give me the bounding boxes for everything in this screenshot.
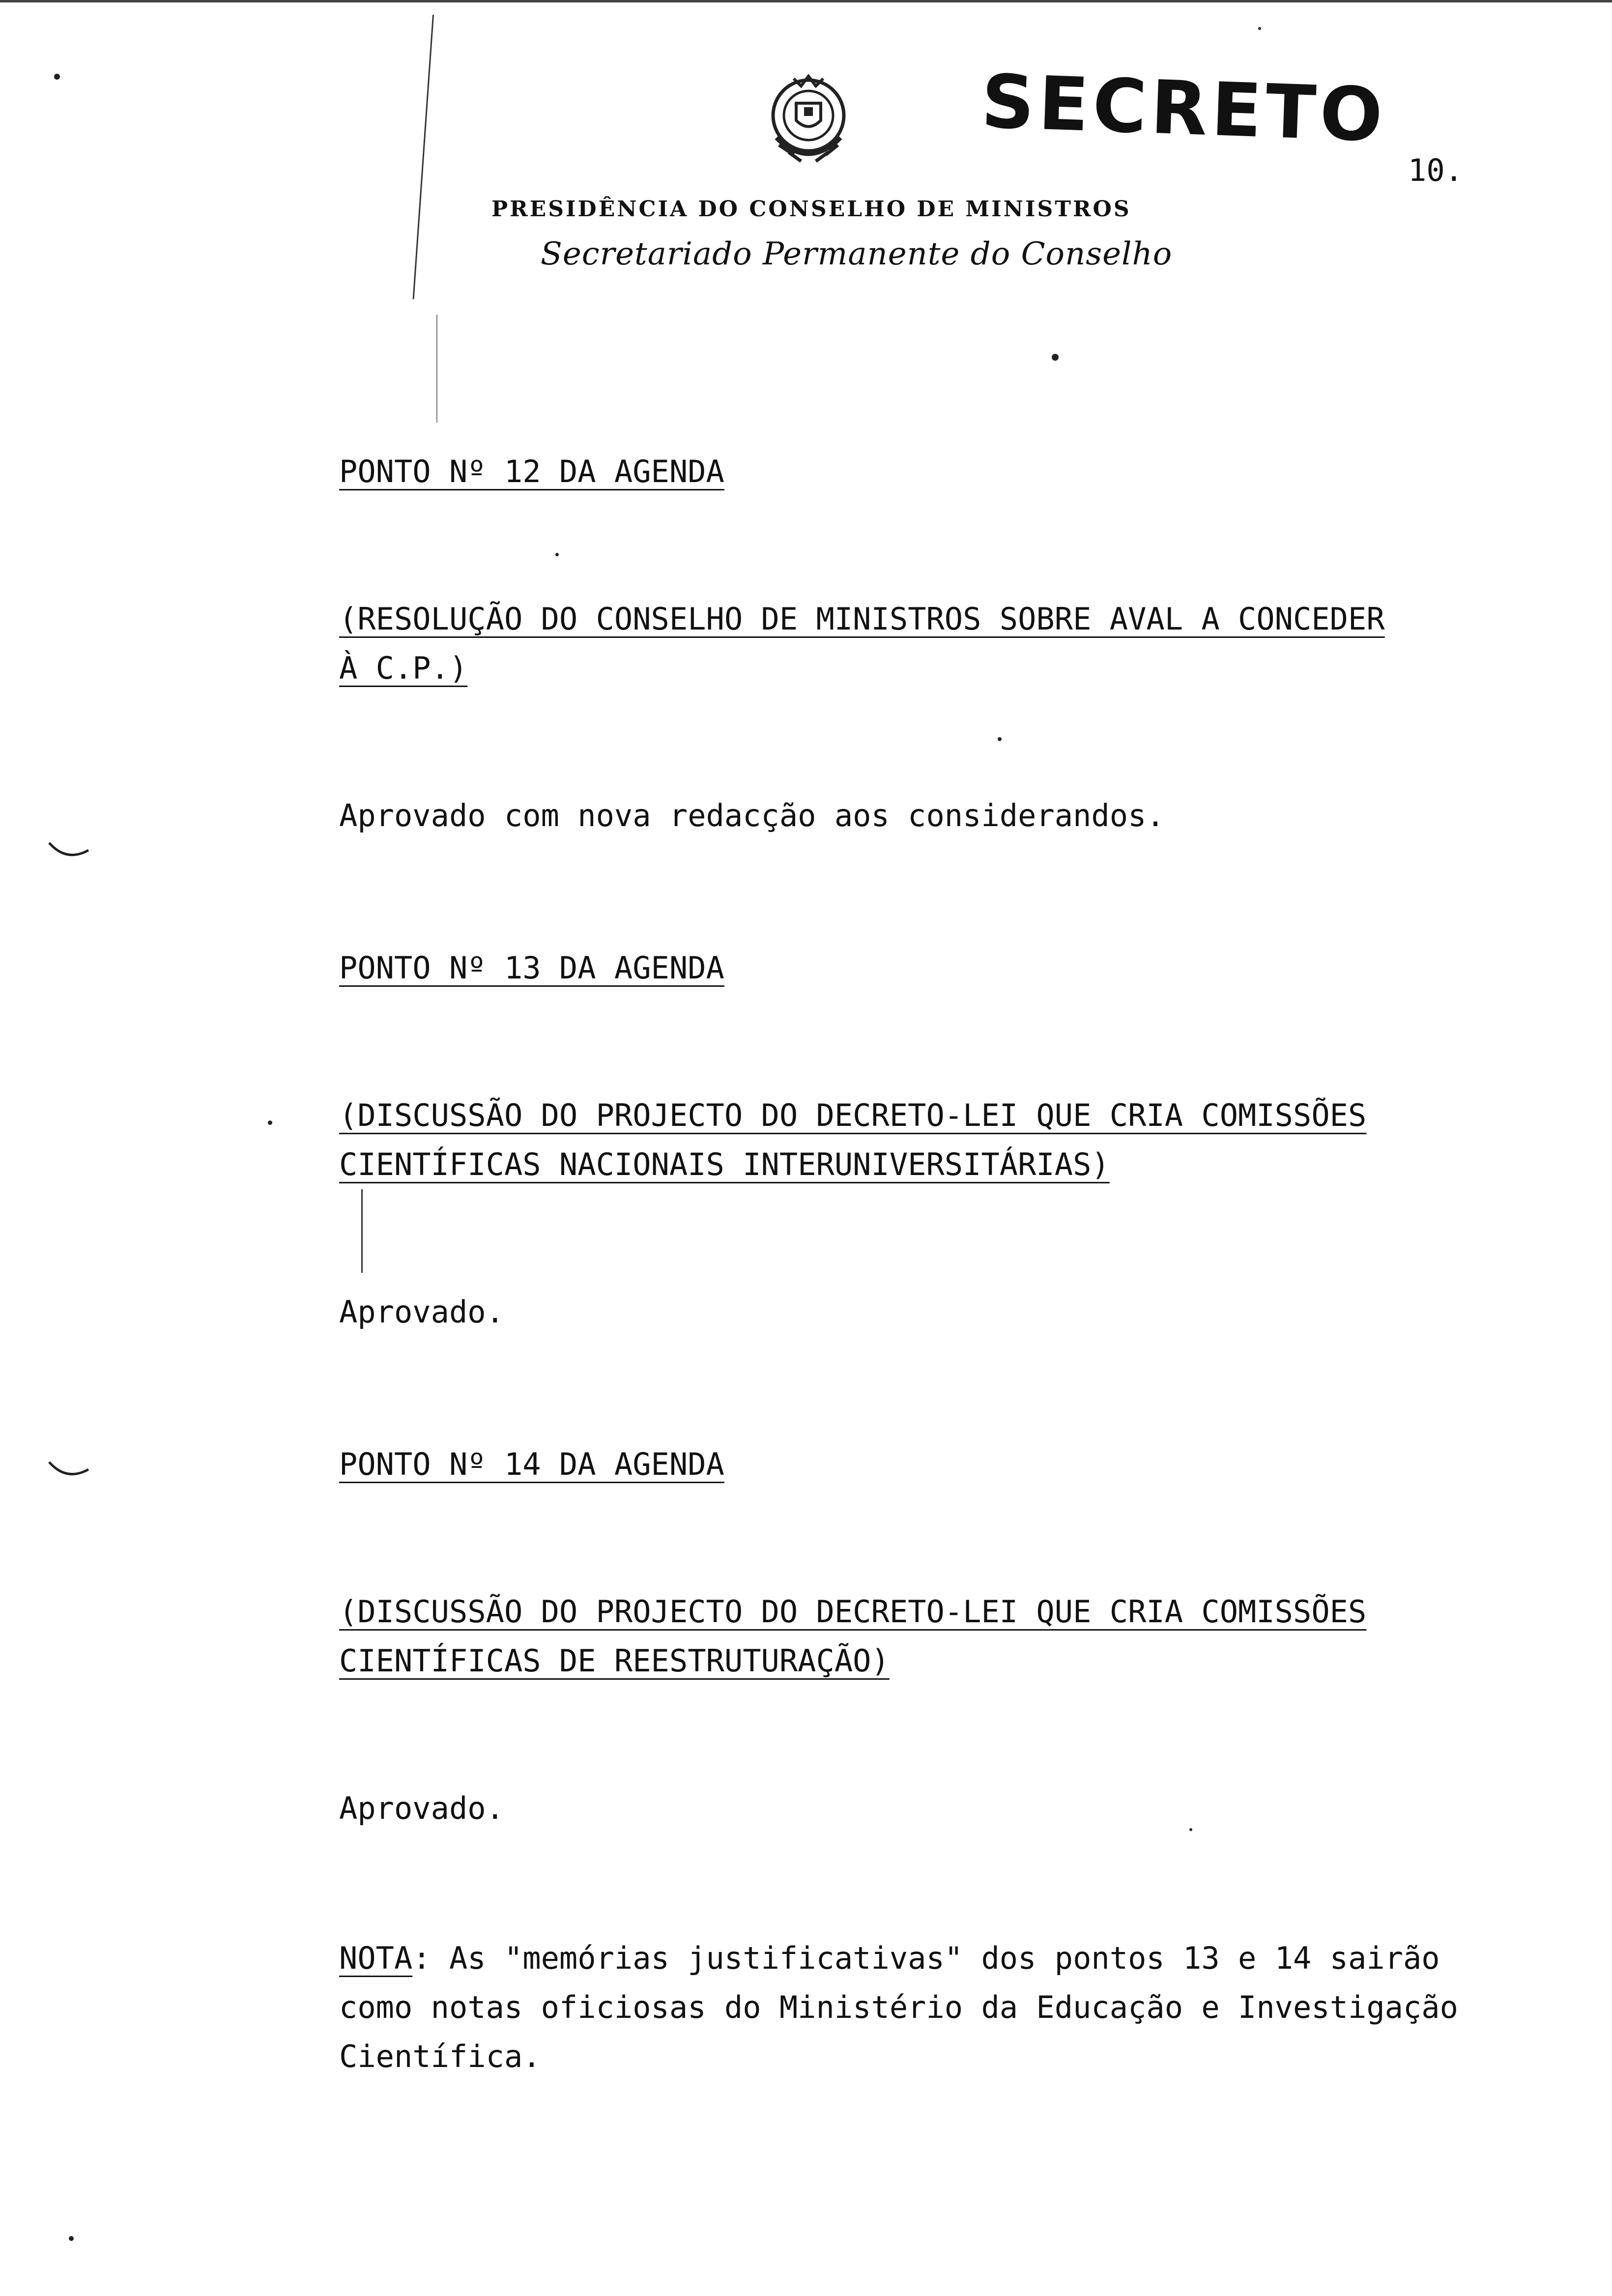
scan-speck	[1189, 1828, 1192, 1831]
margin-line	[413, 15, 434, 299]
item-subject-line: (RESOLUÇÃO DO CONSELHO DE MINISTROS SOBRE AVAL A CONCEDER	[339, 601, 1385, 637]
item-decision: Aprovado.	[339, 1294, 504, 1330]
coat-of-arms-seal-icon	[752, 64, 865, 177]
note-text: : As "memórias justificativas" dos pontos 13 e 14 sairão	[412, 1940, 1440, 1976]
note-line: Científica.	[339, 2038, 541, 2074]
punch-hole-mark	[47, 1455, 91, 1484]
classification-stamp: SECRETO	[979, 59, 1388, 159]
item-subject-line: (DISCUSSÃO DO PROJECTO DO DECRETO-LEI QUE CRIA COMISSÕES	[339, 1594, 1367, 1630]
page-number: 10.	[1408, 152, 1463, 188]
scan-speck	[1052, 354, 1059, 361]
item-heading: PONTO Nº 14 DA AGENDA	[339, 1446, 724, 1482]
item-subject-line: CIENTÍFICAS NACIONAIS INTERUNIVERSITÁRIAS)	[339, 1147, 1110, 1182]
scan-speck	[1258, 27, 1261, 30]
note-line	[339, 1934, 1440, 1983]
scan-speck	[54, 74, 60, 80]
item-subject-line: À C.P.)	[339, 650, 468, 686]
margin-line-lower	[436, 315, 437, 423]
institution-heading: PRESIDÊNCIA DO CONSELHO DE MINISTROS	[491, 197, 1131, 222]
pen-mark	[361, 1189, 363, 1273]
scan-speck	[555, 553, 559, 556]
note-line: como notas oficiosas do Ministério da Educação e Investigação	[339, 1989, 1458, 2025]
scan-speck	[69, 2236, 74, 2241]
scan-speck	[268, 1120, 272, 1125]
item-decision: Aprovado.	[339, 1790, 504, 1826]
note-label: NOTA	[339, 1940, 413, 1976]
item-heading: PONTO Nº 13 DA AGENDA	[339, 950, 724, 986]
scan-speck	[998, 737, 1002, 741]
top-edge-rule	[0, 0, 1612, 2]
item-decision: Aprovado com nova redacção aos considerandos.	[339, 798, 1165, 833]
item-subject-line: (DISCUSSÃO DO PROJECTO DO DECRETO-LEI QUE CRIA COMISSÕES	[339, 1097, 1367, 1133]
item-heading: PONTO Nº 12 DA AGENDA	[339, 454, 724, 489]
item-subject-line: CIENTÍFICAS DE REESTRUTURAÇÃO)	[339, 1643, 890, 1679]
department-subheading: Secretariado Permanente do Conselho	[541, 236, 1173, 272]
punch-hole-mark	[47, 835, 91, 865]
